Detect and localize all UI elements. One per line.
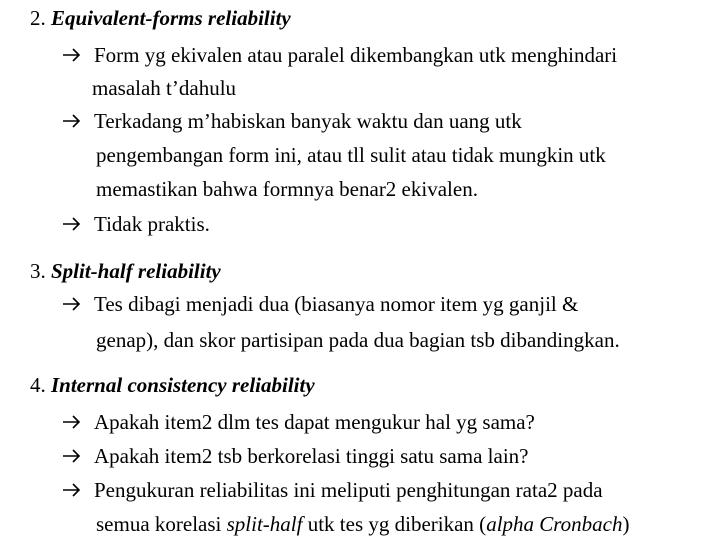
arrow-right-icon <box>62 412 82 432</box>
section-title: Split-half reliability <box>51 259 221 283</box>
list-item <box>62 107 522 136</box>
arrow-right-icon <box>62 446 82 466</box>
emphasis-alpha-cronbach: alpha Cronbach <box>486 512 623 536</box>
section-title: Equivalent-forms reliability <box>51 6 291 30</box>
arrow-right-icon <box>62 294 82 314</box>
section-number: 3. <box>30 259 46 283</box>
arrow-right-icon <box>62 480 82 500</box>
bullet-continuation: pengembangan form ini, atau tll sulit atau tidak mungkin utk <box>96 143 606 167</box>
arrow-right-icon <box>62 214 82 234</box>
bullet-continuation: memastikan bahwa formnya benar2 ekivalen. <box>96 177 478 201</box>
emphasis-split-half: split-half <box>226 512 303 536</box>
bullet-text: Tes dibagi menjadi dua (biasanya nomor item yg ganjil & <box>94 292 579 316</box>
list-item <box>62 290 578 319</box>
list-item <box>62 442 528 471</box>
bullet-text: Apakah item2 dlm tes dapat mengukur hal yg sama? <box>94 410 535 434</box>
text-run: utk tes yg diberikan ( <box>302 512 487 536</box>
bullet-continuation: genap), dan skor partisipan pada dua bagian tsb dibandingkan. <box>96 328 620 352</box>
list-item <box>62 210 210 239</box>
section-heading <box>30 371 315 400</box>
bullet-continuation <box>96 510 630 539</box>
bullet-text: Apakah item2 tsb berkorelasi tinggi satu sama lain? <box>94 444 529 468</box>
bullet-text: Form yg ekivalen atau paralel dikembangkan utk menghindari <box>94 43 618 67</box>
list-item <box>62 408 535 437</box>
bullet-text: Pengukuran reliabilitas ini meliputi penghitungan rata2 pada <box>94 478 603 502</box>
text-run: semua korelasi <box>96 512 227 536</box>
arrow-right-icon <box>62 111 82 131</box>
section-heading <box>30 4 291 33</box>
section-number: 2. <box>30 6 46 30</box>
section-title: Internal consistency reliability <box>51 373 315 397</box>
text-run: ) <box>622 512 630 536</box>
section-number: 4. <box>30 373 46 397</box>
bullet-continuation: masalah t’dahulu <box>92 76 237 100</box>
list-item <box>62 41 617 70</box>
bullet-text: Tidak praktis. <box>94 212 210 236</box>
section-heading <box>30 257 221 286</box>
bullet-text: Terkadang m’habiskan banyak waktu dan uang utk <box>94 109 522 133</box>
list-item <box>62 476 603 505</box>
arrow-right-icon <box>62 45 82 65</box>
